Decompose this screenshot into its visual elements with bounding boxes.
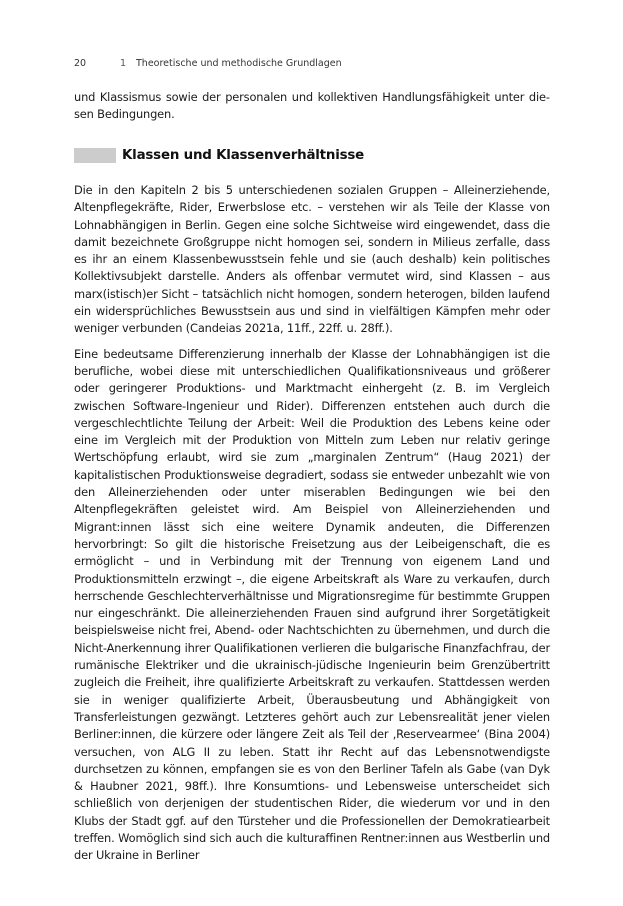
running-header — [74, 58, 342, 69]
paragraph-2: Eine bedeutsame Differenzierung innerhalb der Klasse der Lohnabhängigen ist die berufliche, wobei diese mit unterschiedlichen Qualifikationsniveaus und größerer oder geringerer Produktions- und Marktmacht einhergeht (z. B. im Vergleich zwischen Software-Ingenieur und Rider). Differenzen entstehen auch durch die vergeschlechtlichte Teilung der Arbeit: Weil die Produktion des Lebens keine oder eine im Vergleich mit der Produktion von Mitteln zum Leben nur relativ geringe Wertschöpfung erlaubt, wird sie zum „marginalen Zentrum“ (Haug 2021) der kapitalistischen Produktionsweise degradiert, sodass sie entweder unbezahlt wie von den Alleinerziehenden oder unter miserablen Bedingungen wie bei den Altenpflegekräften geleistet wird. Am Beispiel von Alleinerziehenden und Migrant:innen lässt sich eine weitere Dynamik andeuten, die Differenzen hervorbringt: So gilt die historische Freisetzung aus der Leibeigenschaft, die es ermöglicht – und in Verbindung mit der Trennung von eigenem Land und Produktionsmitteln erzwingt –, die eigene Arbeitskraft als Ware zu verkaufen, durch herrschende Geschlechterverhältnisse und Migrationsregime für bestimmte Gruppen nur eingeschränkt. Die alleinerziehenden Frauen sind aufgrund ihrer Sorgetätigkeit beispielsweise nicht frei, Abend- oder Nachtschichten zu übernehmen, und durch die Nicht-Anerkennung ihrer Qualifikationen verlieren die bulgarische Finanzfachfrau, der rumänische Elektriker und die ukrainisch-jüdische Ingenieurin beim Grenzübertritt zugleich die Freiheit, ihre qualifizierte Arbeitskraft zu verkaufen. Stattdessen werden sie in weniger qualifizierte Arbeit, Überausbeutung und Abhängigkeit von Transferleistungen gezwängt. Letzteres gehört auch zur Lebensrealität jener vielen Berliner:innen, die kürzere oder längere Zeit als Teil der ‚Reservearmee‘ (Bina 2004) versuchen, von ALG II zu leben. Statt ihr Recht auf das Lebensnotwendigste durchsetzen zu können, empfangen sie es von den Berliner Tafeln als Gabe (van Dyk & Haubner 2021, 98ff.). Ihre Konsumtions- und Lebensweise unterscheidet sich schließlich von derjenigen der studentischen Rider, die wiederum vor und in den Klubs der Stadt ggf. auf den Türsteher und die Professionellen der Demokratiearbeit treffen. Womöglich sind sich auch die kulturaffinen Rentner:innen aus Westberlin und der Ukraine in Berliner — [74, 346, 550, 863]
intro-paragraph — [74, 89, 550, 124]
page-number: 20 — [74, 58, 87, 69]
chapter-title: Theoretische und methodische Grundlagen — [136, 58, 342, 69]
section-title: Klassen und Klassenverhältnisse — [122, 148, 365, 163]
chapter-number: 1 — [120, 58, 127, 69]
intro-text: und Klassismus sowie der personalen und kollektiven Handlungsfähigkeit unter diesen Bedingungen. — [74, 90, 550, 122]
main-body — [74, 182, 550, 873]
section-heading — [74, 148, 364, 163]
section-marker-bar — [74, 148, 116, 163]
paragraph-1: Die in den Kapiteln 2 bis 5 unterschiedenen sozialen Gruppen – Alleinerziehende, Altenpflegekräfte, Rider, Erwerbslose etc. – verstehen wir als Teile der Klasse von Lohnabhängigen in Berlin. Gegen eine solche Sichtweise wird eingewendet, dass die damit bezeichnete Großgruppe nicht homogen sei, sondern in Milieus zerfalle, dass es ihr an einem Klassenbewusstsein fehle und sie (auch deshalb) kein politisches Kollektivsubjekt darstelle. Anders als offenbar vermutet wird, sind Klassen – aus marx(istisch)er Sicht – tatsächlich nicht homogen, sondern heterogen, bilden laufend ein widersprüchliches Bewusstsein aus und sind in vielfältigen Kämpfen mehr oder weniger verbunden (Candeias 2021a, 11ff., 22ff. u. 28ff.). — [74, 183, 550, 336]
